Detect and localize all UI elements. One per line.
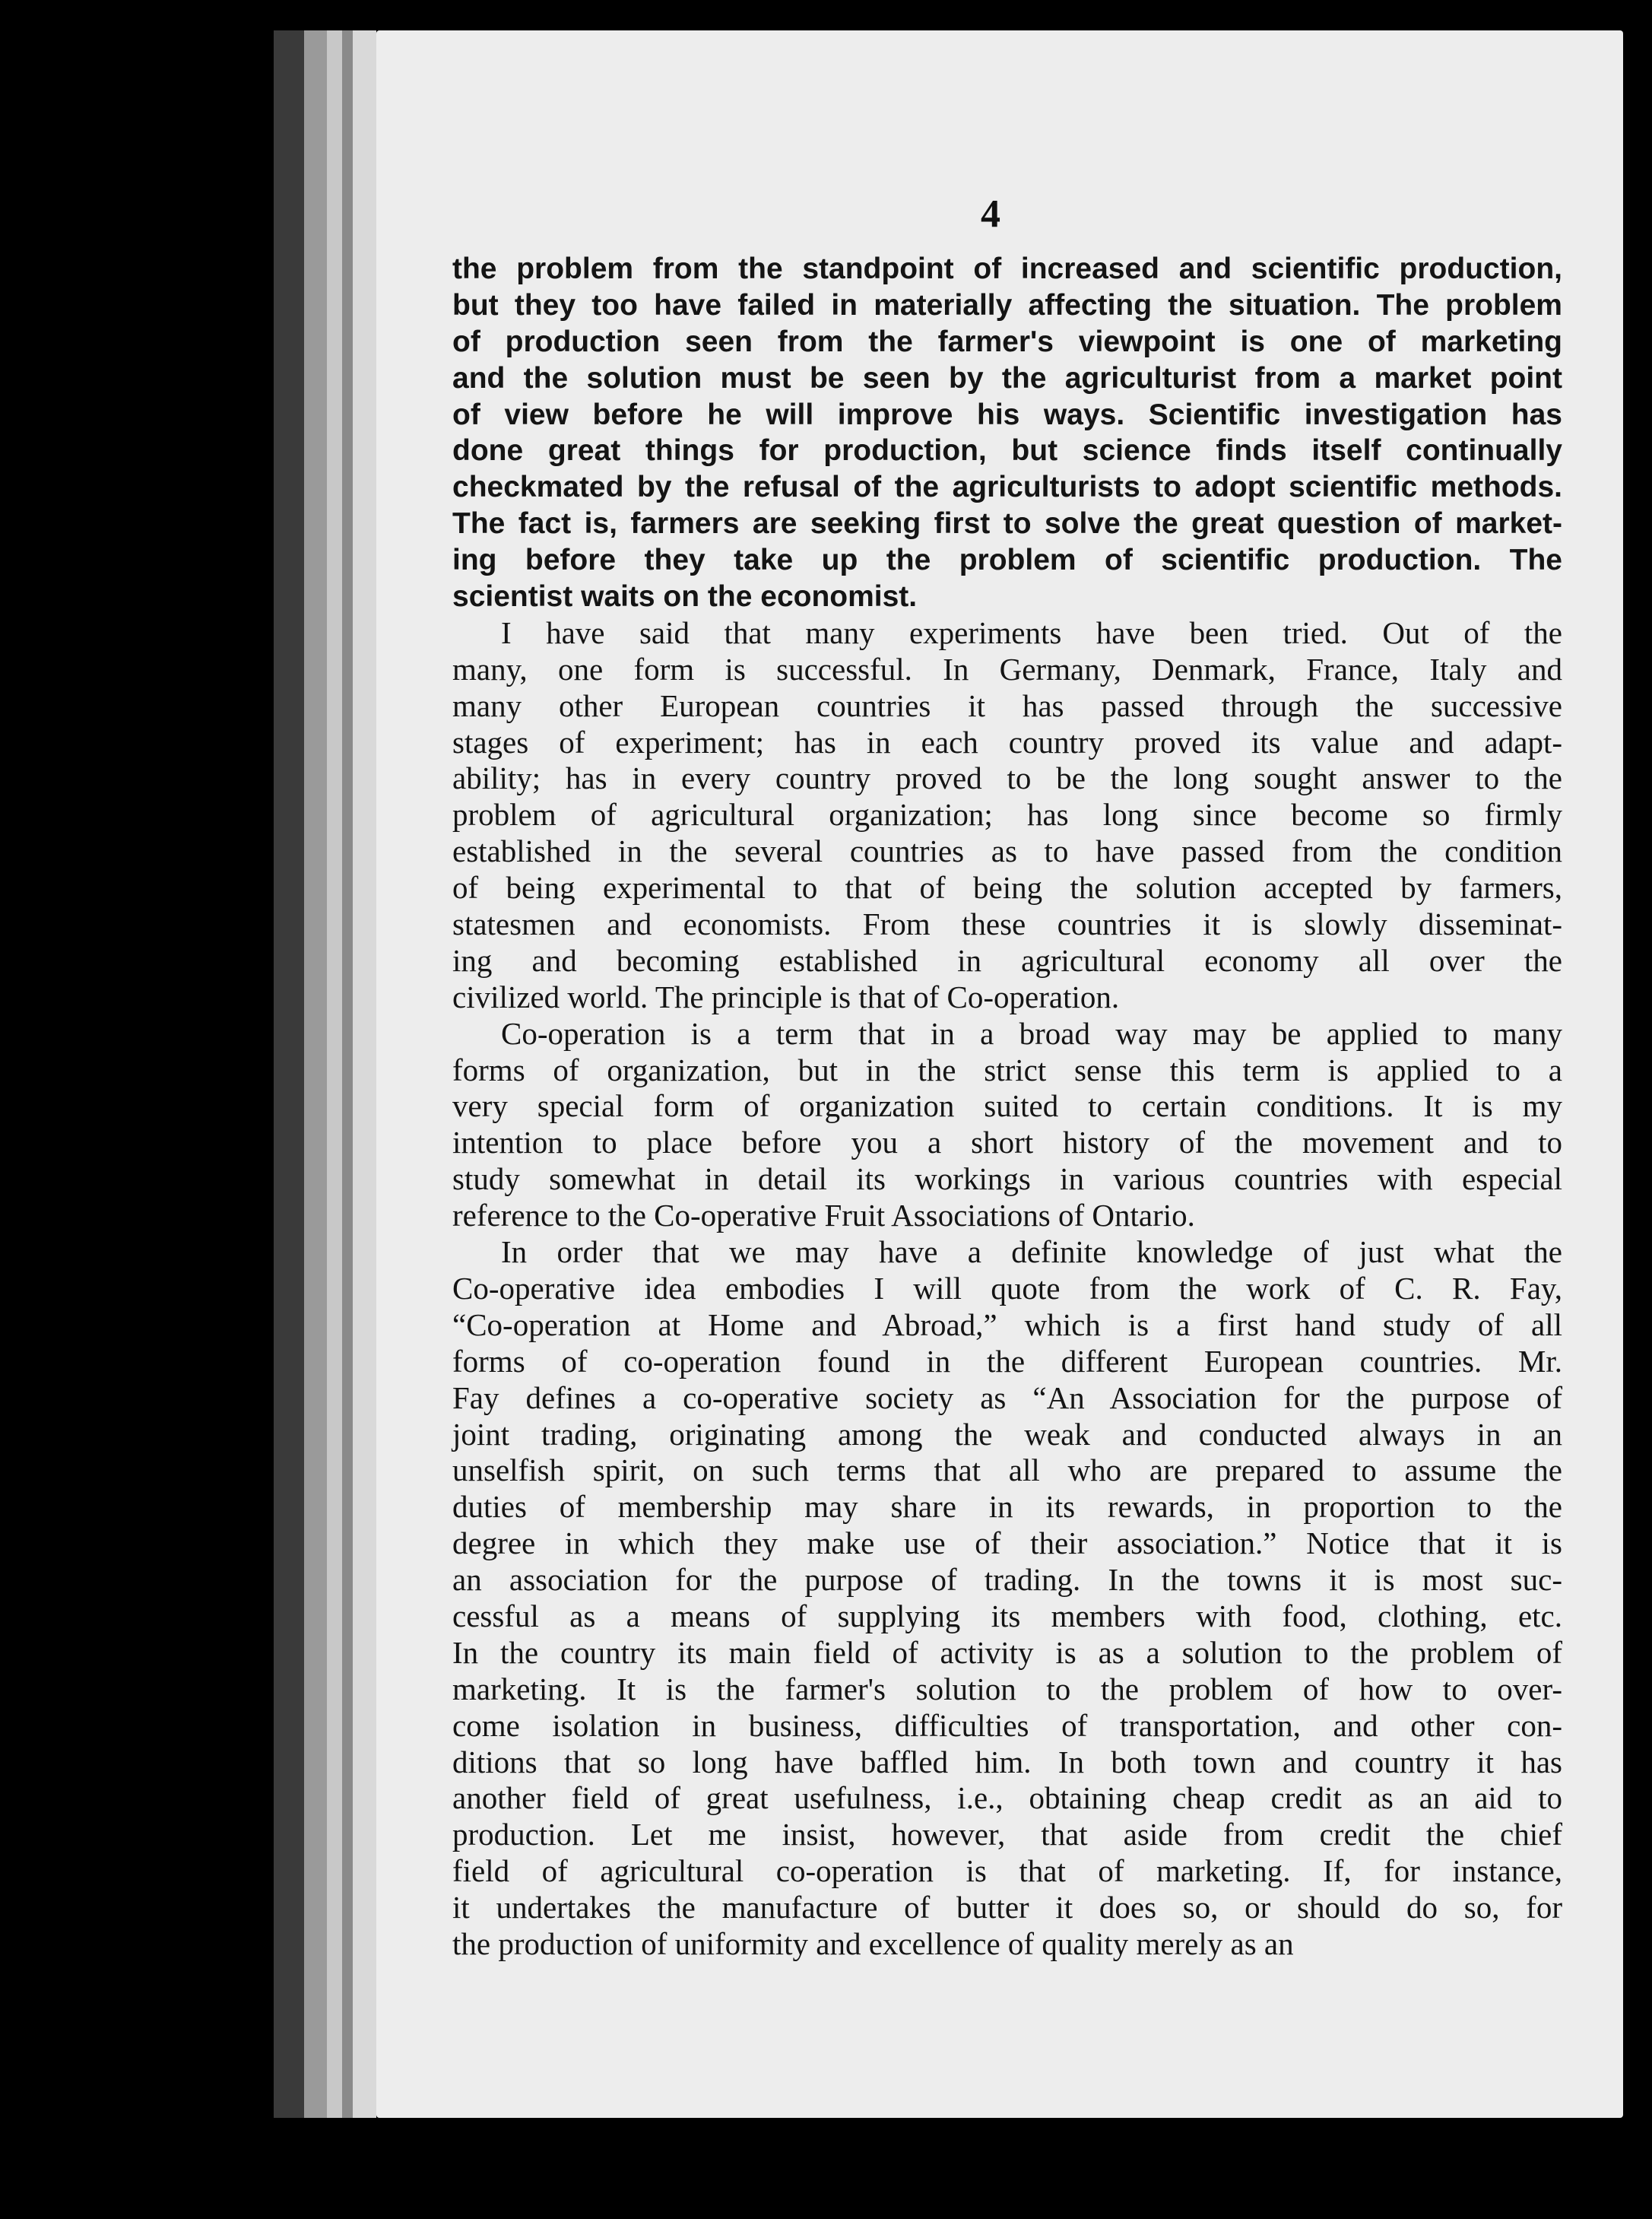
- text-line: another field of great usefulness, i.e., obtaining cheap credit as an aid to: [452, 1780, 1562, 1816]
- text-line: many other European countries it has passed through the successive: [452, 687, 1562, 723]
- text-line: scientist waits on the economist.: [452, 580, 918, 614]
- text-line: Co-operation is a term that in a broad way may be applied to many: [501, 1015, 1562, 1051]
- text-line: checkmated by the refusal of the agriculturists to adopt scientific methods.: [452, 471, 1562, 504]
- paragraph: [452, 615, 1562, 1016]
- text-line: of being experimental to that of being the solution accepted by farmers,: [452, 870, 1562, 906]
- text-line: The fact is, farmers are seeking first to solve the great question of market-: [452, 507, 1562, 541]
- text-line: ability; has in every country proved to be the long sought answer to the: [452, 760, 1562, 796]
- page-edge: [342, 30, 353, 2118]
- text-line: it undertakes the manufacture of butter it does so, or should do so, for: [452, 1890, 1562, 1925]
- text-line: done great things for production, but science finds itself continually: [452, 434, 1562, 468]
- paragraph: [452, 251, 1562, 615]
- text-line: cessful as a means of supplying its members with food, clothing, etc.: [452, 1598, 1562, 1633]
- text-line: of production seen from the farmer's viewpoint is one of marketing: [452, 325, 1562, 358]
- text-line: many, one form is successful. In Germany, Denmark, France, Italy and: [452, 651, 1562, 687]
- text-line: and the solution must be seen by the agriculturist from a market point: [452, 361, 1562, 395]
- text-line: civilized world. The principle is that of Co-operation.: [452, 979, 1120, 1014]
- text-line: ing and becoming established in agricultural economy all over the: [452, 942, 1562, 978]
- text-line: of view before he will improve his ways. Scientific investigation has: [452, 398, 1562, 431]
- text-line: joint trading, originating among the weak and conducted always in an: [452, 1416, 1562, 1452]
- text-line: Co-operative idea embodies I will quote from the work of C. R. Fay,: [452, 1270, 1562, 1306]
- text-line: ditions that so long have baffled him. In both town and country it has: [452, 1744, 1562, 1779]
- body-text: [452, 251, 1562, 1963]
- text-line: duties of membership may share in its rewards, in proportion to the: [452, 1489, 1562, 1525]
- page-number: 4: [981, 192, 1000, 236]
- text-line: the production of uniformity and excellence of quality merely as an: [452, 1925, 1294, 1961]
- text-line: “Co-operation at Home and Abroad,” which is a first hand study of all: [452, 1306, 1562, 1342]
- text-line: the problem from the standpoint of increased and scientific production,: [452, 252, 1562, 285]
- text-line: problem of agricultural organization; has long since become so firmly: [452, 797, 1562, 833]
- text-line: unselfish spirit, on such terms that all who are prepared to assume the: [452, 1452, 1562, 1488]
- text-line: study somewhat in detail its workings in various countries with especial: [452, 1161, 1562, 1197]
- text-line: In order that we may have a definite knowledge of just what the: [501, 1234, 1562, 1270]
- text-line: forms of co-operation found in the different European countries. Mr.: [452, 1343, 1562, 1379]
- text-line: Fay defines a co-operative society as “An Association for the purpose of: [452, 1379, 1562, 1415]
- paragraph: [452, 1234, 1562, 1963]
- text-line: forms of organization, but in the strict sense this term is applied to a: [452, 1052, 1562, 1087]
- text-line: field of agricultural co-operation is that of marketing. If, for instance,: [452, 1853, 1562, 1889]
- text-line: very special form of organization suited to certain conditions. It is my: [452, 1088, 1562, 1124]
- text-line: statesmen and economists. From these countries it is slowly disseminat-: [452, 906, 1562, 942]
- text-line: stages of experiment; has in each country proved its value and adapt-: [452, 724, 1562, 760]
- text-line: but they too have failed in materially affecting the situation. The problem: [452, 288, 1562, 322]
- paragraph: [452, 1016, 1562, 1234]
- page-edge: [353, 30, 376, 2118]
- page-edge: [274, 30, 304, 2118]
- text-line: ing before they take up the problem of scientific production. The: [452, 544, 1562, 577]
- text-line: marketing. It is the farmer's solution to the problem of how to over-: [452, 1671, 1562, 1706]
- page-edge: [327, 30, 342, 2118]
- text-line: intention to place before you a short history of the movement and to: [452, 1125, 1562, 1160]
- text-line: In the country its main field of activity is as a solution to the problem of: [452, 1634, 1562, 1670]
- text-line: I have said that many experiments have been tried. Out of the: [501, 614, 1562, 650]
- text-line: degree in which they make use of their association.” Notice that it is: [452, 1525, 1562, 1561]
- text-line: an association for the purpose of trading. In the towns it is most suc-: [452, 1562, 1562, 1598]
- text-line: come isolation in business, difficulties of transportation, and other con-: [452, 1707, 1562, 1743]
- text-line: reference to the Co-operative Fruit Associations of Ontario.: [452, 1198, 1195, 1233]
- page-edge: [304, 30, 327, 2118]
- text-line: production. Let me insist, however, that aside from credit the chief: [452, 1817, 1562, 1852]
- text-line: established in the several countries as to have passed from the condition: [452, 833, 1562, 869]
